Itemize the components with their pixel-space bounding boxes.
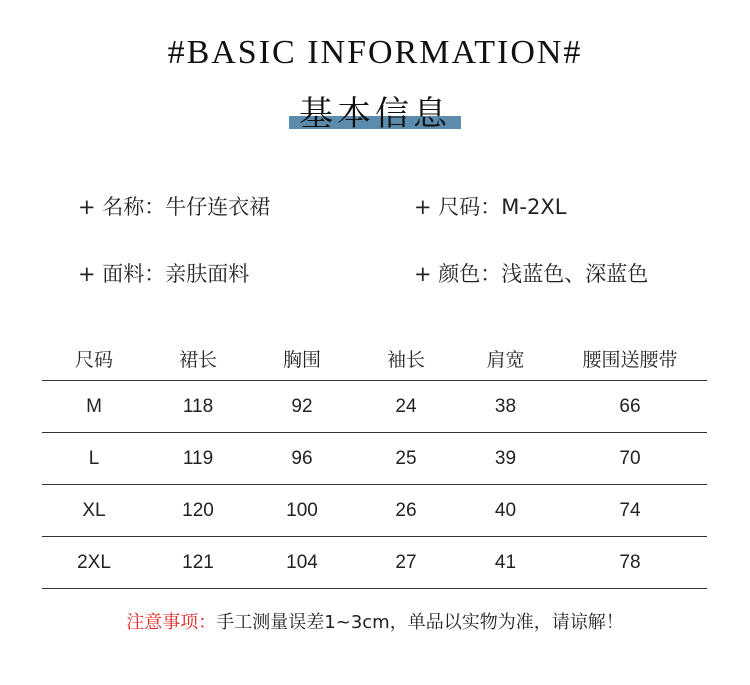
table-cell: 74 (553, 485, 707, 537)
table-cell: 121 (146, 537, 250, 589)
header-shoulder: 肩宽 (458, 336, 553, 381)
table-cell: 120 (146, 485, 250, 537)
table-row (42, 433, 707, 485)
size-table (42, 336, 707, 589)
chinese-title-block (0, 86, 750, 136)
table-cell: 27 (354, 537, 458, 589)
table-cell: 96 (250, 433, 354, 485)
table-cell: 2XL (42, 537, 146, 589)
table-cell: 70 (553, 433, 707, 485)
table-cell: 100 (250, 485, 354, 537)
english-title: #BASIC INFORMATION# (167, 34, 583, 71)
table-cell: 104 (250, 537, 354, 589)
table-row (42, 485, 707, 537)
measurement-note (0, 608, 750, 634)
header-size: 尺码 (42, 336, 146, 381)
table-cell: 41 (458, 537, 553, 589)
header-length: 裙长 (146, 336, 250, 381)
note-label: 注意事项： (126, 612, 217, 633)
header-bust: 胸围 (250, 336, 354, 381)
table-cell: XL (42, 485, 146, 537)
table-header-row (42, 336, 707, 381)
table-row (42, 537, 707, 589)
table-cell: 40 (458, 485, 553, 537)
info-fabric: + 面料：亲肤面料 (78, 262, 250, 286)
table-cell: L (42, 433, 146, 485)
table-cell: M (42, 381, 146, 433)
table-row (42, 381, 707, 433)
info-name: + 名称：牛仔连衣裙 (78, 195, 271, 219)
chinese-title: 基本信息 (299, 94, 451, 134)
header-sleeve: 袖长 (354, 336, 458, 381)
table-cell: 92 (250, 381, 354, 433)
table-cell: 26 (354, 485, 458, 537)
table-cell: 119 (146, 433, 250, 485)
info-size: + 尺码：M-2XL (414, 195, 567, 219)
table-cell: 66 (553, 381, 707, 433)
info-color: + 颜色：浅蓝色、深蓝色 (414, 262, 649, 286)
table-cell: 24 (354, 381, 458, 433)
table-cell: 118 (146, 381, 250, 433)
table-cell: 78 (553, 537, 707, 589)
table-cell: 25 (354, 433, 458, 485)
table-cell: 39 (458, 433, 553, 485)
table-cell: 38 (458, 381, 553, 433)
header-waist: 腰围送腰带 (553, 336, 707, 381)
note-text: 手工测量误差1~3cm，单品以实物为准，请谅解！ (216, 612, 624, 633)
